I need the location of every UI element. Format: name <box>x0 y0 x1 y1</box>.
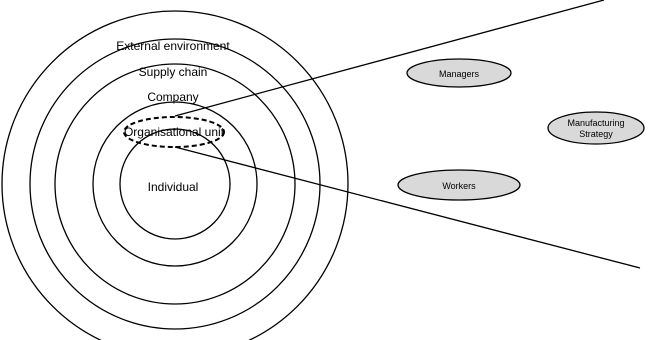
ring-external-environment <box>2 11 348 340</box>
label-supply-chain: Supply chain <box>138 65 208 79</box>
zoom-line-lower <box>175 147 640 268</box>
label-individual: Individual <box>147 180 199 194</box>
zoom-line-upper <box>175 0 604 116</box>
label-organisational-unit: Organisational unit <box>123 125 225 139</box>
label-external-environment: External environment <box>116 39 230 53</box>
node-manufacturing-strategy-label-line1: Manufacturing <box>567 118 625 128</box>
node-manufacturing-strategy-label-line2: Strategy <box>579 129 613 139</box>
label-company: Company <box>147 90 199 104</box>
node-managers-label: Managers <box>438 69 480 79</box>
node-workers-label: Workers <box>442 181 476 191</box>
node-manufacturing-strategy <box>548 112 644 144</box>
